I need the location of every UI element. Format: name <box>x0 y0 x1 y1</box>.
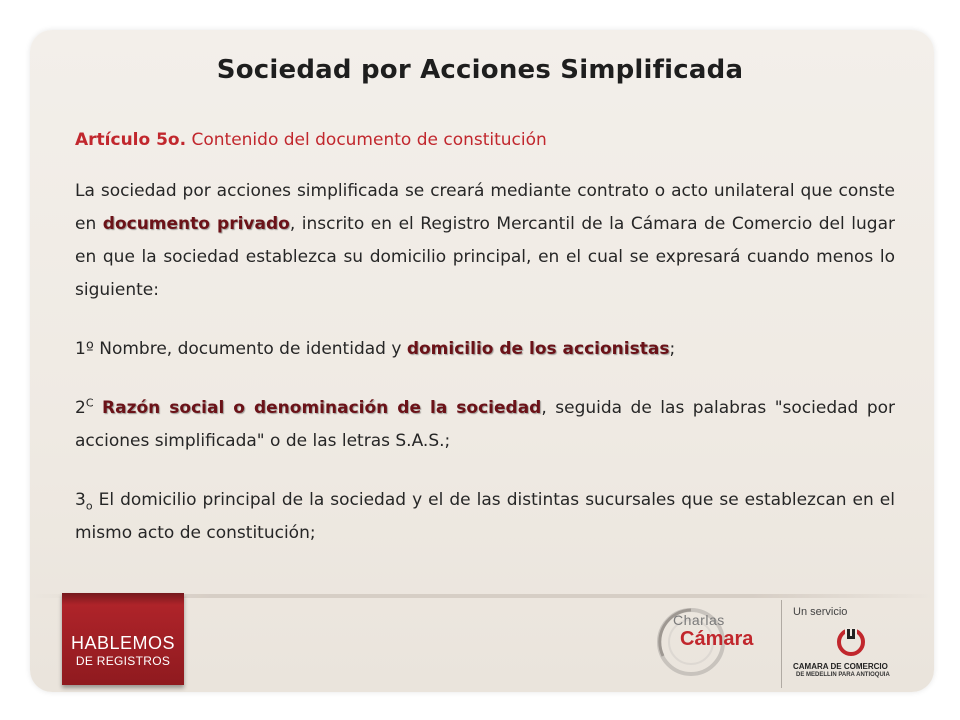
item-3-number: 3 <box>75 490 86 510</box>
item-2-number: 2 <box>75 398 86 418</box>
highlight-domicilio-accionistas: domicilio de los accionistas <box>406 339 670 359</box>
intro-text-1: La sociedad por acciones simplificada se creará mediante contrato o acto unilateral que conste en <box>75 181 895 234</box>
hablemos-banner-logo <box>62 593 184 685</box>
banner-shadow <box>62 593 184 605</box>
item-1-suffix: ; <box>669 339 676 359</box>
item-2-suffix: , seguida de las palabras "sociedad por acciones simplificada" o de las letras S.A.S.; <box>75 398 895 451</box>
item-2 <box>75 392 895 458</box>
banner-line-2: DE REGISTROS <box>75 654 171 668</box>
slide-content <box>75 124 895 576</box>
org-name-line-2: DE MEDELLIN PARA ANTIOQUIA <box>796 672 890 678</box>
banner-line-1: HABLEMOS <box>70 633 176 653</box>
camara-comercio-logo-icon <box>836 626 866 656</box>
article-heading <box>75 124 895 157</box>
slide-title: Sociedad por Acciones Simplificada <box>216 55 744 85</box>
footer-vertical-divider <box>781 600 782 688</box>
highlight-razon-social: Razón social o denominación de la sociedad <box>102 398 542 418</box>
item-3-mark: o <box>85 499 93 513</box>
item-3 <box>75 484 895 550</box>
article-title: Contenido del documento de constitución <box>186 130 547 150</box>
charlas-word: Charlas <box>673 612 725 628</box>
article-number: Artículo 5o. <box>75 130 187 150</box>
item-2-mark: C <box>85 396 94 410</box>
camara-word: Cámara <box>680 628 754 650</box>
item-1 <box>75 333 895 366</box>
intro-text-2: , inscrito en el Registro Mercantil de la Cámara de Comercio del lugar en que la sociedad establezca su domicilio principal, en el cual se expresará cuando menos lo siguiente: <box>75 214 895 300</box>
un-servicio-label: Un servicio <box>793 606 848 618</box>
item-1-prefix: 1º Nombre, documento de identidad y <box>75 339 407 359</box>
item-3-text: El domicilio principal de la sociedad y el de las distintas sucursales que se establezcan en el mismo acto de constitución; <box>75 490 895 543</box>
org-name-line-1: CAMARA DE COMERCIO <box>793 662 888 671</box>
highlight-documento-privado: documento privado <box>102 214 290 234</box>
intro-paragraph <box>75 175 895 307</box>
